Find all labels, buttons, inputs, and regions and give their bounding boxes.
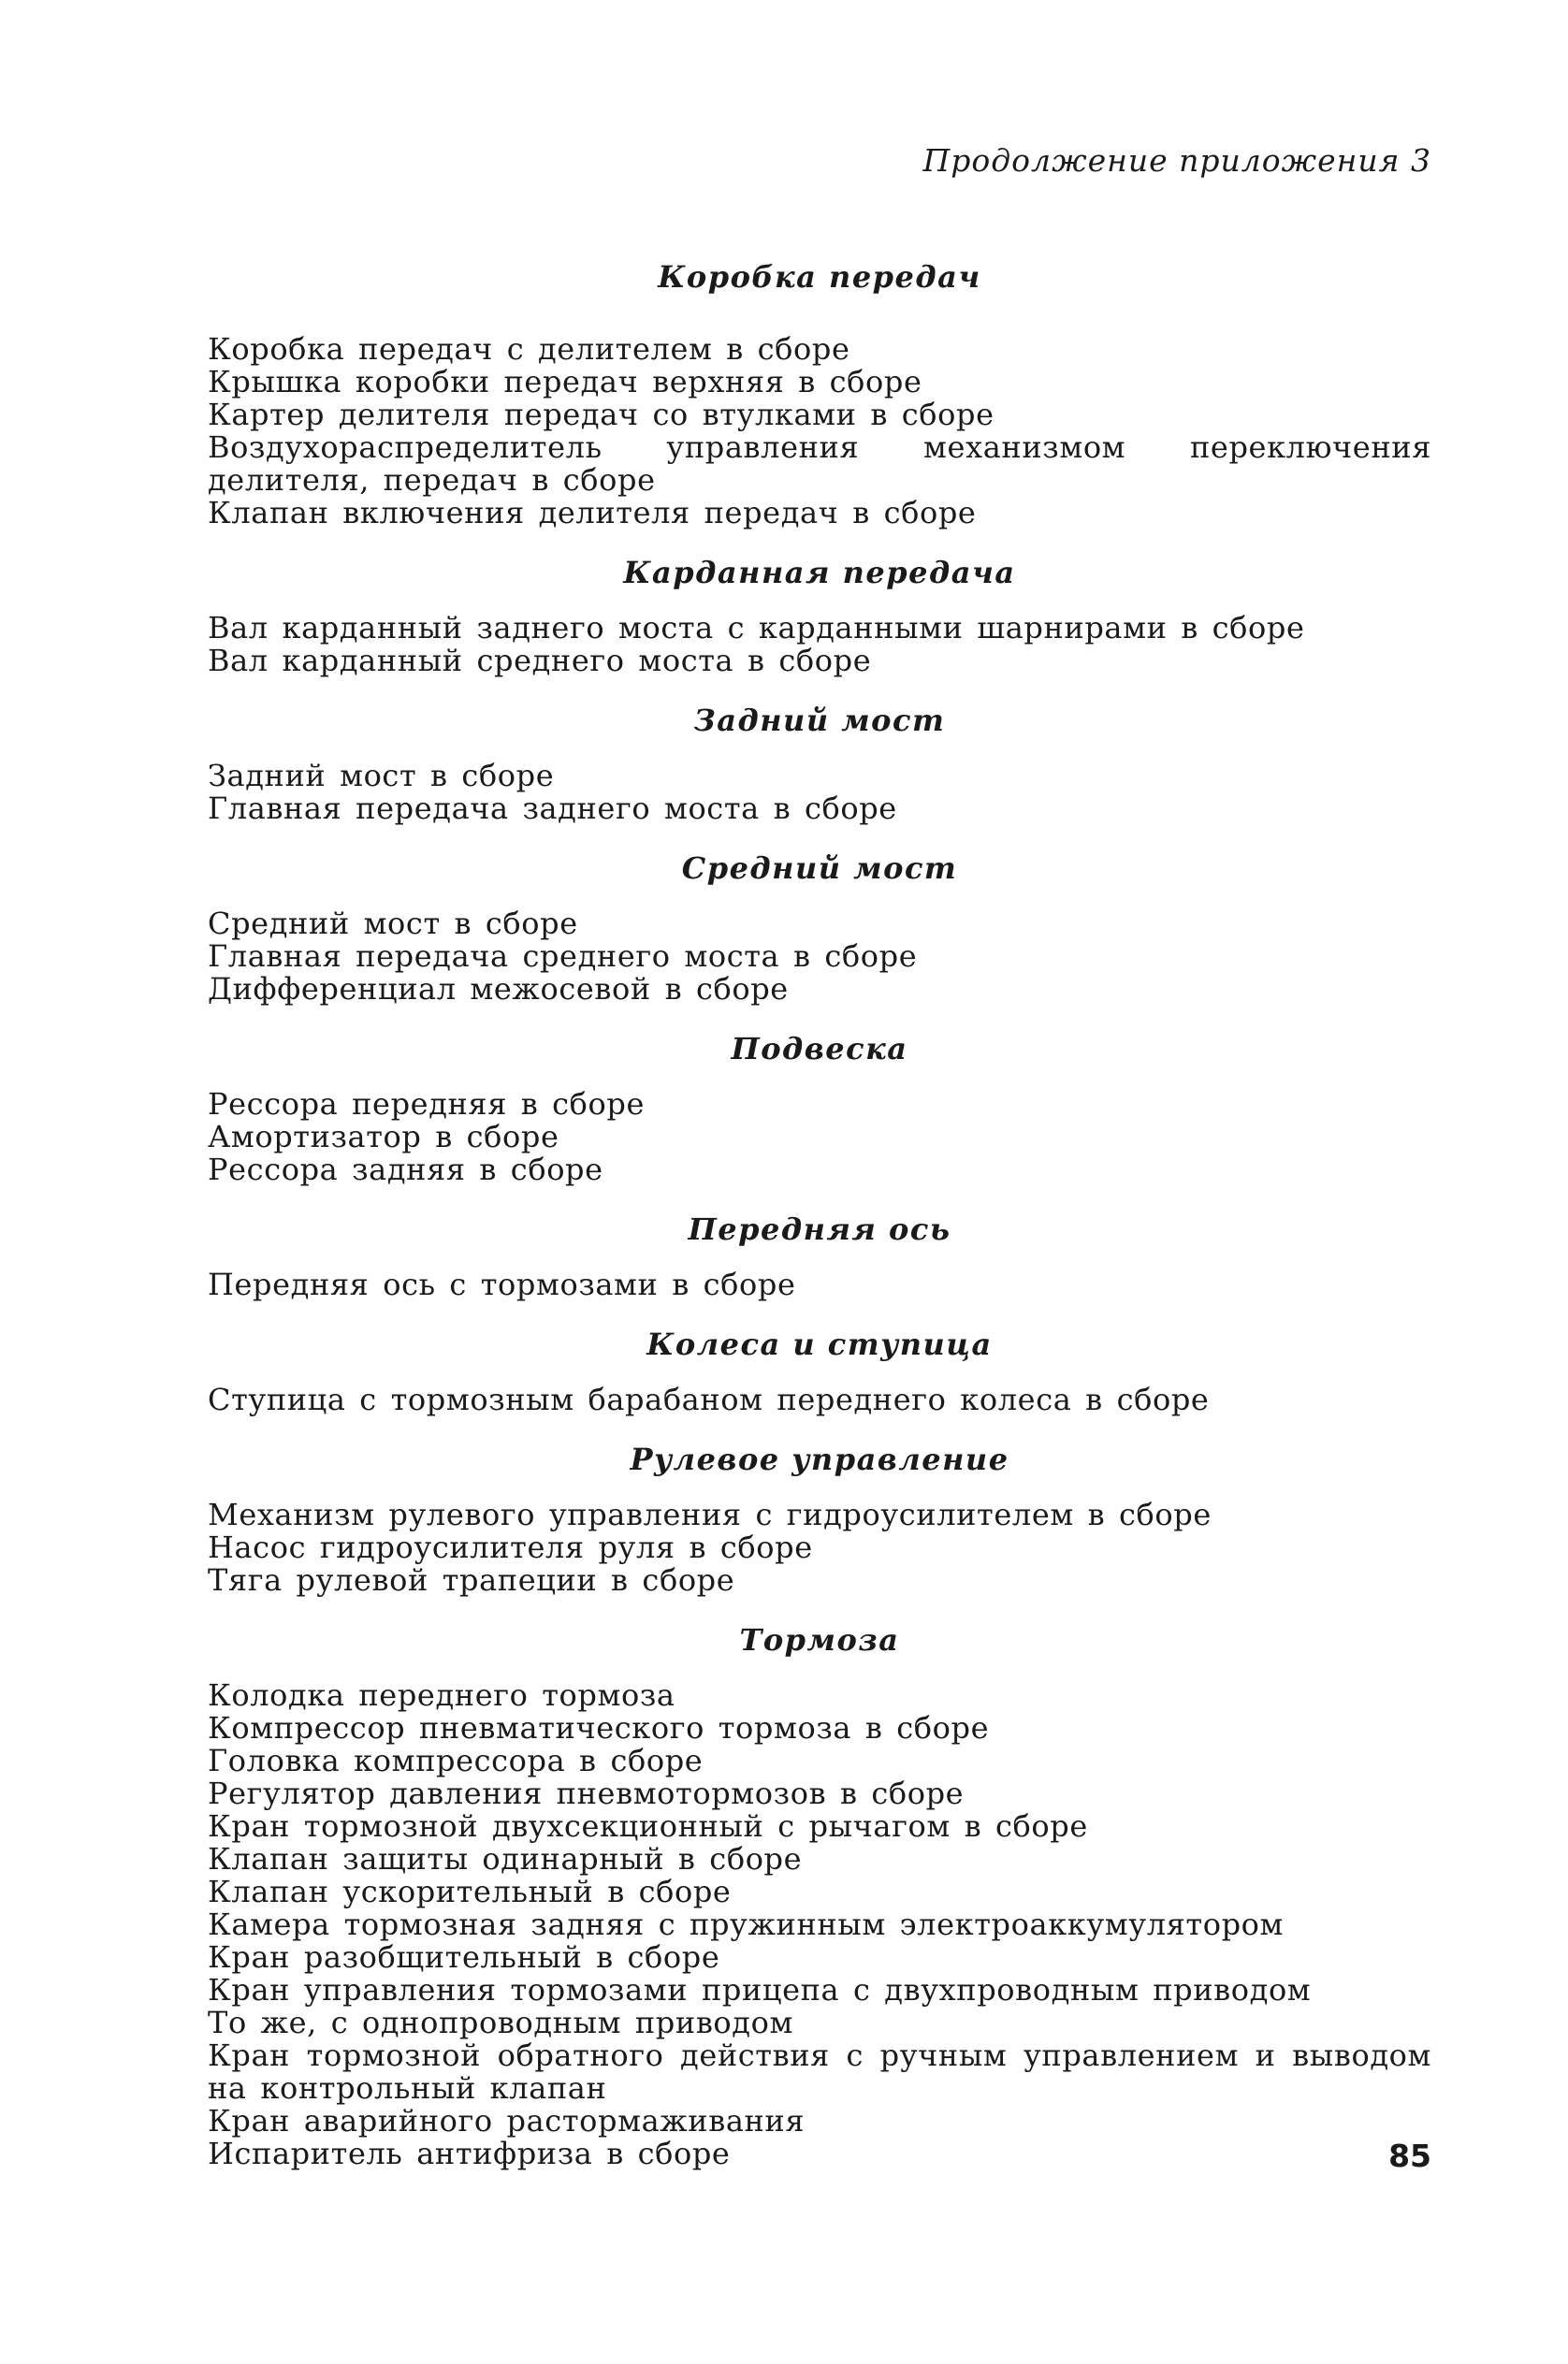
section-title: Колеса и ступица (646, 1327, 993, 1362)
section-wheels-hub (208, 1326, 1431, 1416)
section-title: Задний мост (693, 703, 946, 738)
section-items (208, 1499, 1431, 1597)
section-items (208, 907, 1431, 1006)
list-item: Регулятор давления пневмотормозов в сборе (208, 1776, 965, 1811)
list-item: Главная передача среднего моста в сборе (208, 938, 918, 974)
section-title: Передняя ось (688, 1211, 951, 1247)
list-item: Ступица с тормозным барабаном переднего колеса в сборе (208, 1382, 1210, 1417)
section-items (208, 1269, 1431, 1301)
list-item: Клапан защиты одинарный в сборе (208, 1841, 803, 1877)
section-suspension (208, 1030, 1431, 1186)
list-item: Испаритель антифриза в сборе (208, 2136, 731, 2171)
list-item: Задний мост в сборе (208, 758, 555, 793)
list-item: Вал карданный заднего моста с карданными шарнирами в сборе (208, 610, 1305, 645)
section-steering (208, 1441, 1431, 1597)
list-item: Насос гидроусилителя руля в сборе (208, 1530, 813, 1565)
section-gearbox (208, 258, 1431, 529)
list-item: Клапан включения делителя передач в сборе (208, 495, 977, 530)
list-item: Рессора передняя в сборе (208, 1086, 646, 1122)
section-middle-axle (208, 849, 1431, 1006)
list-item: Коробка передач с делителем в сборе (208, 331, 850, 367)
section-title: Тормоза (739, 1622, 900, 1658)
section-title: Рулевое управление (630, 1442, 1009, 1477)
section-title: Коробка передач (658, 259, 981, 295)
section-items (208, 1679, 1431, 2170)
list-item: Крышка коробки передач верхняя в сборе (208, 364, 922, 399)
section-title: Карданная передача (623, 555, 1016, 590)
section-items (208, 1088, 1431, 1186)
section-front-axle (208, 1211, 1431, 1301)
list-item: Кран разобщительный в сборе (208, 1939, 720, 1975)
list-item: Амортизатор в сборе (208, 1119, 559, 1154)
list-item: Воздухораспределитель управления механизмом переключения делителя, передач в сборе (208, 429, 1431, 498)
list-item: Кран аварийного растормаживания (208, 2103, 806, 2139)
list-item: Механизм рулевого управления с гидроусилителем в сборе (208, 1497, 1212, 1532)
list-item: Кран управления тормозами прицепа с двухпроводным приводом (208, 1972, 1312, 2008)
section-title: Средний мост (681, 850, 958, 886)
list-item: Передняя ось с тормозами в сборе (208, 1267, 796, 1302)
list-item: Тяга рулевой трапеции в сборе (208, 1562, 735, 1598)
list-item: Колодка переднего тормоза (208, 1677, 675, 1713)
section-rear-axle (208, 702, 1431, 825)
section-driveshaft (208, 554, 1431, 677)
list-item: Картер делителя передач со втулками в сборе (208, 397, 995, 432)
list-item: Кран тормозной обратного действия с ручным управлением и выводом на контрольный клапан (208, 2038, 1431, 2106)
section-items (208, 612, 1431, 677)
list-item: Компрессор пневматического тормоза в сборе (208, 1710, 990, 1746)
parts-list (208, 258, 1431, 2170)
list-item: Рессора задняя в сборе (208, 1152, 603, 1187)
section-items (208, 760, 1431, 825)
section-title: Подвеска (731, 1031, 908, 1066)
list-item: Клапан ускорительный в сборе (208, 1874, 732, 1909)
section-items (208, 1384, 1431, 1416)
list-item: Дифференциал межосевой в сборе (208, 971, 789, 1007)
section-items (208, 333, 1431, 529)
list-item: Камера тормозная задняя с пружинным электроаккумулятором (208, 1907, 1285, 1942)
list-item: Головка компрессора в сборе (208, 1743, 704, 1778)
running-head: Продолжение приложения 3 (922, 142, 1431, 179)
page-number: 85 (1388, 2138, 1431, 2174)
list-item: Кран тормозной двухсекционный с рычагом в сборе (208, 1808, 1088, 1844)
list-item: Средний мост в сборе (208, 906, 578, 941)
section-brakes (208, 1621, 1431, 2170)
list-item: Главная передача заднего моста в сборе (208, 790, 897, 826)
list-item: То же, с однопроводным приводом (208, 2005, 793, 2040)
list-item: Вал карданный среднего моста в сборе (208, 643, 872, 678)
